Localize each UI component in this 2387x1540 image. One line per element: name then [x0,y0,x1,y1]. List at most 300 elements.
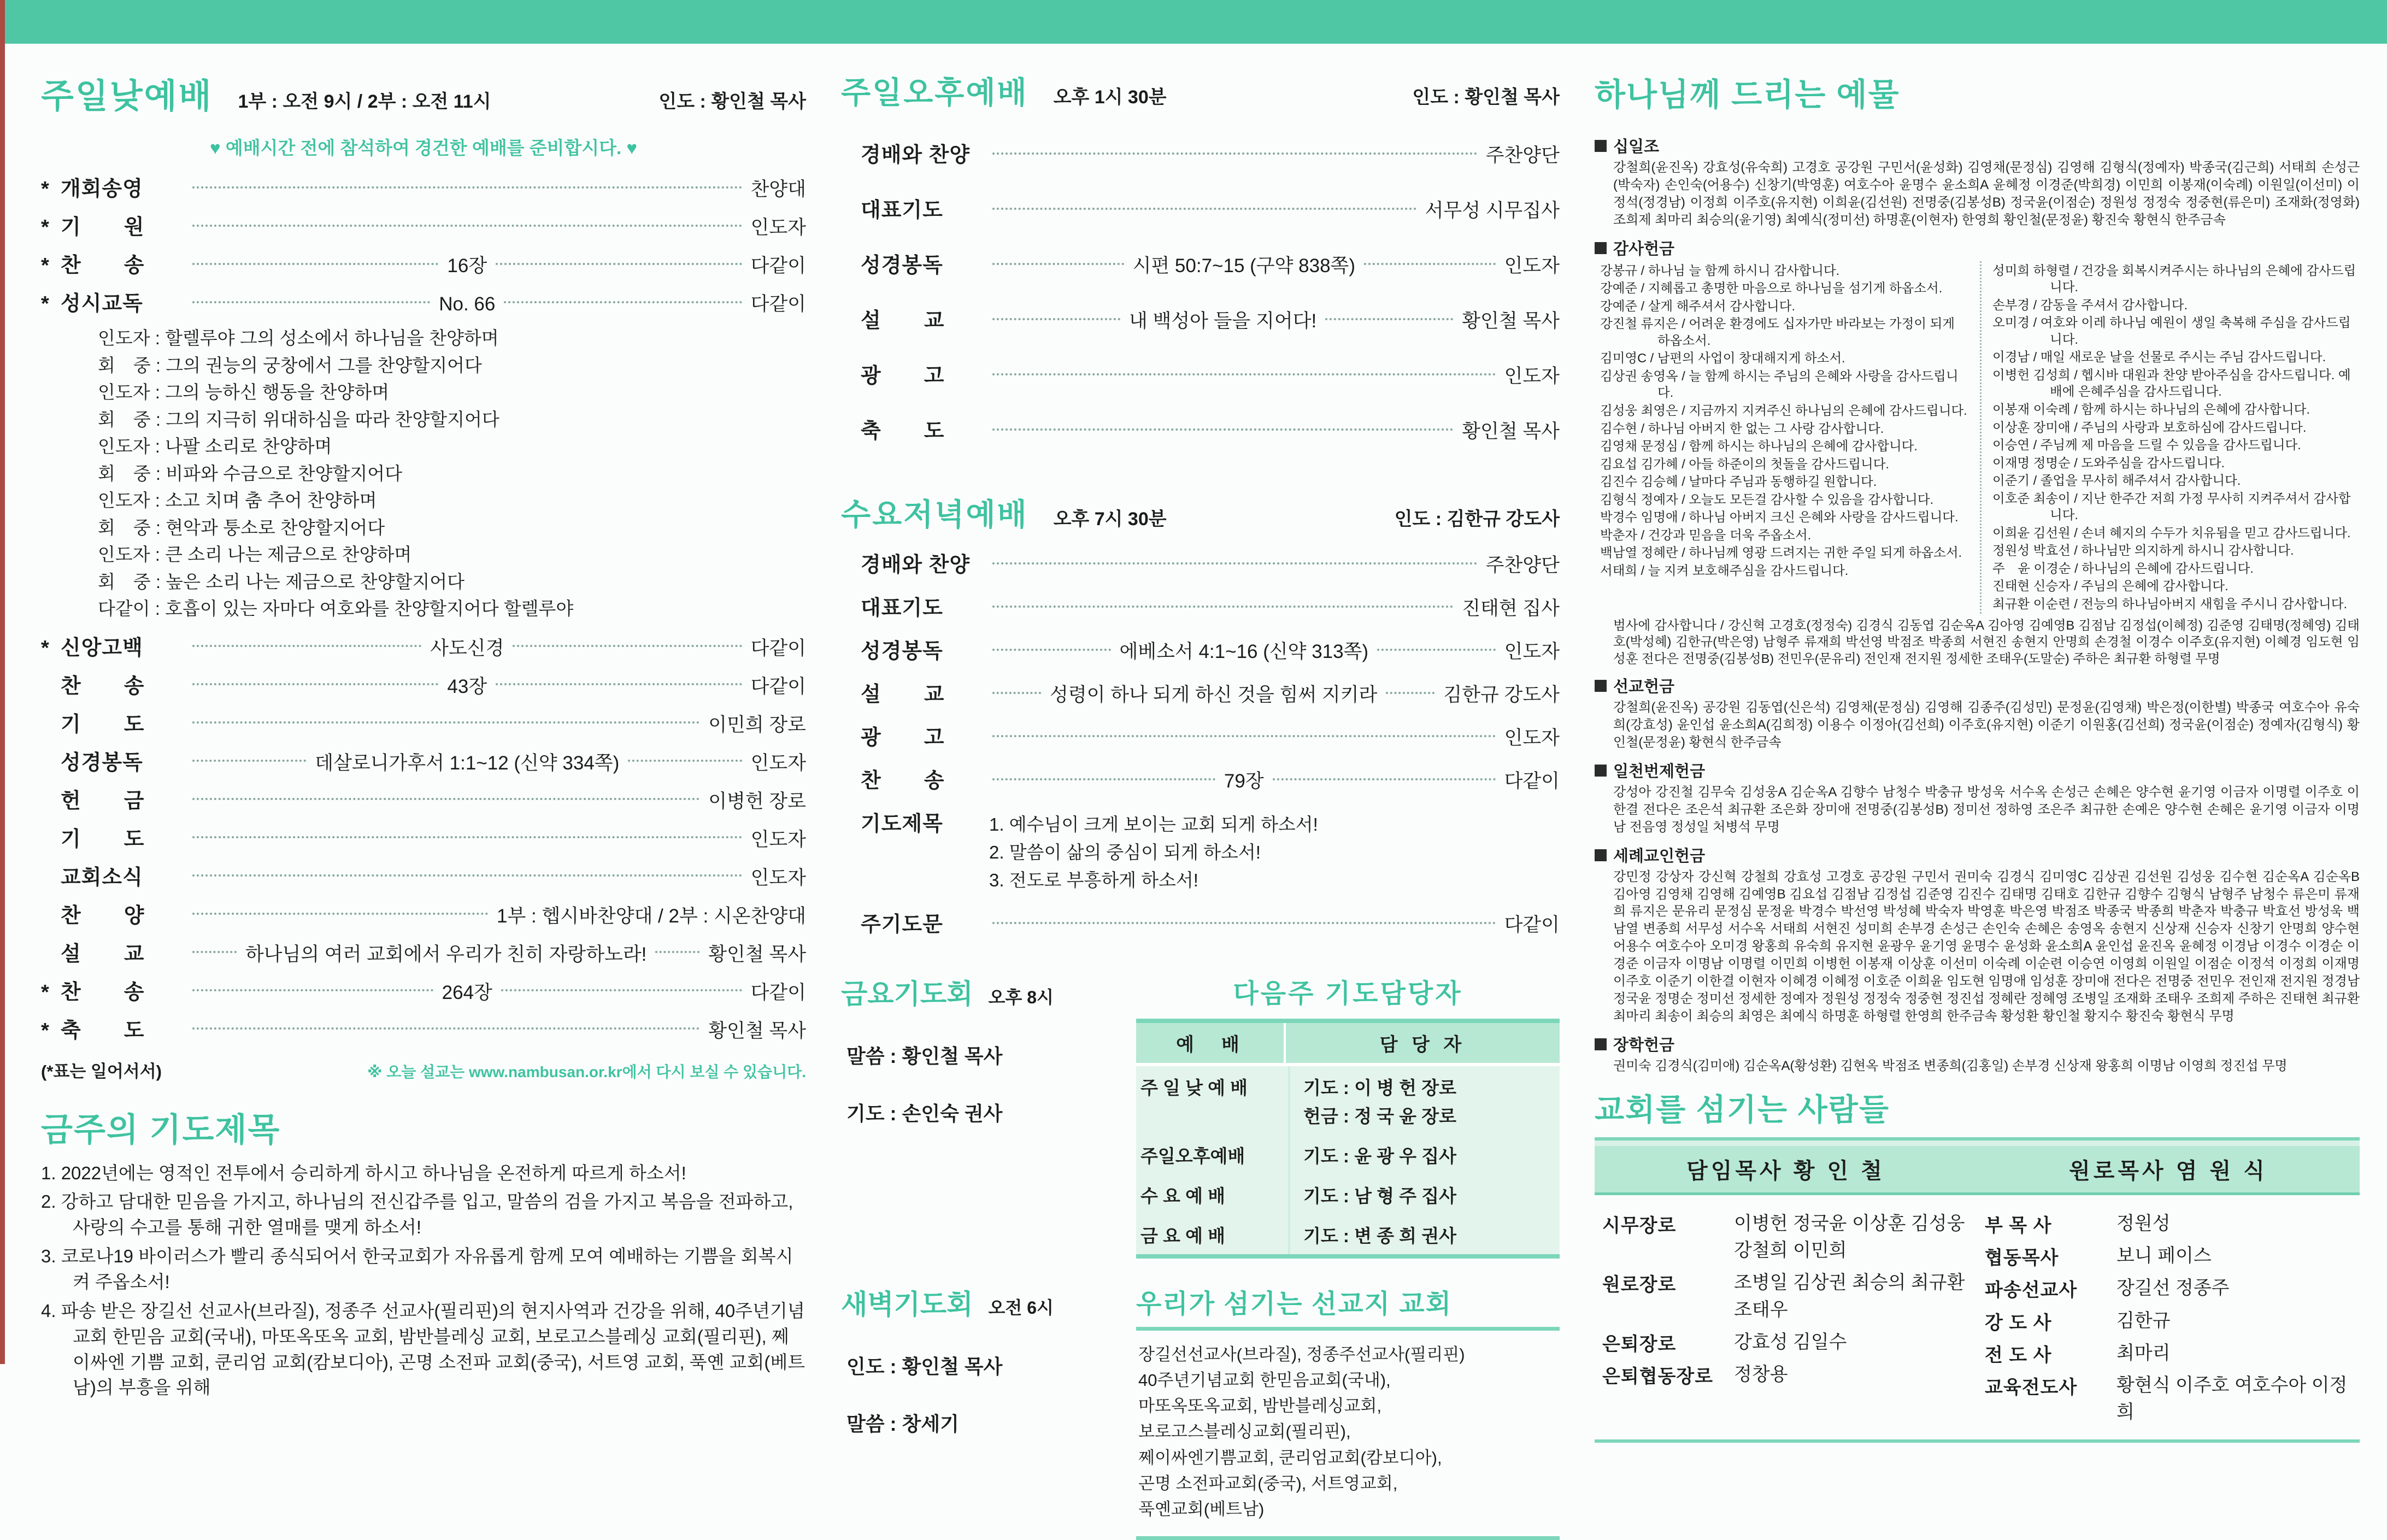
thanksgiving-entry: 박경수 임명애 / 하나님 아버지 크신 은혜와 사랑을 감사드립니다. [1600,510,1959,525]
mission-churches-list [1136,1327,1560,1540]
servants-right-column [1977,1205,2360,1432]
service-item-label: 찬 송 [61,674,145,698]
service-row [841,634,1560,664]
mission-offering-heading [1595,674,2360,697]
service-item-value: 에베소서 4:1~16 (신약 313쪽) [1119,641,1369,662]
service-item-label: 성경봉독 [861,640,943,663]
thanksgiving-entry: 성미희 하형렬 / 건강을 회복시켜주시는 하나님의 은혜에 감사드립니다. [1992,263,2356,295]
next-week-person: 헌금 : 정 국 윤 장로 [1303,1106,1456,1126]
pastor-emeritus: 원로목사 염 원 식 [2069,1159,2268,1183]
thanks-label: 감사헌금 [1613,240,1675,258]
servant-role: 교육전도사 [1985,1377,2078,1398]
thanksgiving-entry: 이상훈 장미애 / 주님의 사랑과 보호하심에 감사드립니다. [1992,420,2307,434]
service-row [841,907,1560,937]
service-item-label: 찬 송 [61,980,145,1004]
thanksgiving-entry: 주 윤 이경순 / 하나님의 은혜에 감사드립니다. [1992,561,2254,575]
baptized-label: 세례교인헌금 [1613,847,1706,865]
service-item-label: 성경봉독 [61,751,143,774]
church-servants [1595,1075,2360,1443]
service-row [41,631,806,661]
service-item-value: No. 66 [439,293,496,315]
wednesday-header [841,491,1560,534]
friday-row: 말씀 : 황인철 목사 [846,1045,1003,1068]
thanksgiving-entry: 이경남 / 매일 새로운 날을 선물로 주시는 주님 감사드립니다. [1992,350,2326,365]
sunday-afternoon-service [841,69,1560,469]
dotted-leader [192,262,438,265]
weekly-prayer-topics [41,1082,806,1404]
servant-role: 시무장로 [1602,1215,1677,1236]
dotted-leader [192,912,488,915]
footnote-standing: (*표는 일어서서) [41,1061,162,1081]
prayer-topics-title: 금주의 기도제목 [41,1111,281,1148]
thanksgiving-entry: 최규환 이순련 / 전능의 하나님아버지 새힘을 주시니 감사합니다. [1992,597,2347,612]
wednesday-topics-row [841,807,1560,894]
service-item-label: 광 고 [861,365,945,387]
sunday-afternoon-leader: 인도 : 황인철 목사 [1412,87,1560,108]
baptized-names: 강민정 강상자 강신혁 강철희 강효성 고경호 공강원 구민서 권미숙 김경식 김미영C 김상권 김선원 김성웅 김수현 김순옥A 김순옥B 김아영 김영채 김영해 김예영B 김요섭 김점남 김정섭 김준영 김진수 김태명 김태호 김한규 김향수 김형식 남형주 남청수 류은미 류재희 류지은 문유리 문정심 문정윤 박경수 박선영 박성혜 박숙자 박영훈 박은영 박점조 박종국 박종희 박춘자 박충규 박효선 방성욱 백남열 변종희 서무성 서수옥 서태희 서현진 성미희 손부경 손성근 손인숙 손혜은 송영옥 송현지 신상재 신승자 신창기 안명희 양수현 어용수 여호수아 오미경 왕홍희 유숙희 유지현 윤광우 윤기영 윤명수 윤성화 윤소희A 윤인섭 윤진옥 윤혜정 이경남 이경수 이경순 이경준 이금자 이명남 이명렬 이민희 이병헌 이봉재 이상훈 이선미 이숙례 이순련 이승연 이영희 이원일 이점순 이정석 이정희 이재명 이주호 이준기 이한결 이현자 이혜경 이혜정 이호준 이희윤 임도현 임명애 임성훈 장미애 전다은 전명중 전민우 전인재 전지원 정경남 정국윤 정명순 정미선 정세한 정예자 정원성 정정숙 정중현 정진섭 정혜란 정혜영 조병일 조재화 조태우 조희제 주하은 진태현 최규환 최마리 최송이 최승의 최영은 최예식 하명훈 하형렬 한영희 한주금속 황성환 황인철 황지수 황진숙 황현식 무명 [1613,869,2360,1024]
thanksgiving-entry: 강예준 / 지혜롭고 총명한 마음으로 하나님을 섬기게 하옵소서. [1600,281,1943,296]
thanksgiving-entry: 오미경 / 여호와 이레 하나님 예원이 생일 축복해 주심을 감사드립니다. [1992,315,2351,346]
next-week-service: 주일오후예배 [1136,1135,1290,1174]
square-bullet-icon [1595,849,1607,861]
service-item-person: 황인철 목사 [1462,421,1560,442]
dotted-leader [192,797,699,800]
reading-line: 회 중 : 높은 소리 나는 제금으로 찬양할지어다 [98,571,465,592]
col-header-service: 예 배 [1136,1023,1286,1063]
servant-name-line: 조태우 [1734,1299,1788,1320]
dotted-leader [992,734,1496,737]
service-item-value: 16장 [447,255,487,277]
dawn-row: 말씀 : 창세기 [846,1413,959,1436]
wednesday-lords-prayer-row [841,907,1560,937]
sunday-afternoon-title: 주일오후예배 [841,75,1028,110]
reading-line: 회 중 : 현악과 퉁소로 찬양할지어다 [98,517,385,538]
dotted-leader [992,921,1496,924]
thanksgiving-entry: 김상권 송영옥 / 늘 함께 하시는 주님의 은혜와 사랑을 감사드립니다. [1600,368,1959,400]
sunday-day-leader: 인도 : 황인철 목사 [659,91,806,112]
dawn-rows [841,1351,1103,1437]
reading-line: 다같이 : 호흡이 있는 자마다 여호와를 찬양할지어다 할렐루야 [98,598,574,619]
dotted-leader [992,604,1453,608]
service-item-person: 다같이 [1504,771,1560,792]
service-item-person: 인도자 [1504,727,1560,749]
dotted-leader [192,300,430,303]
sunday-afternoon-time: 오후 1시 30분 [1053,87,1167,108]
servant-names [1734,1361,1788,1388]
dotted-leader [192,950,237,953]
servant-name-line: 강철희 이민희 [1734,1240,1847,1261]
next-week-person: 기도 : 남 형 주 집사 [1303,1185,1456,1206]
servant-row [1595,1361,1977,1388]
servant-name-line: 조병일 김상권 최승의 최규환 [1734,1272,1965,1294]
baptized-heading [1595,844,2360,866]
star-marker: * [41,178,49,201]
next-week-row [1136,1066,1560,1134]
service-item-label: 기 도 [61,827,145,851]
mission-offering-names: 강철희(윤진옥) 공강원 김동엽(신은석) 김영채(문정심) 김영해 김종주(김성민) 문정윤(김영채) 박은정(이한별) 박종국 여호수아 유숙희(강효성) 윤인섭 윤소희A(김희정) 이용수 이정아(김선희) 이주호(유지현) 이준기 이원홍(김선희) 정국윤(이점순) 정예자(김형식) 황인철(문정윤) 황현식 한주금속 [1613,700,2360,750]
thanks-heading [1595,237,2360,259]
service-row [841,548,1560,578]
servant-role: 전 도 사 [1985,1344,2052,1366]
thanks-left-column [1600,261,1980,614]
service-item-value: 성령이 하나 되게 하신 것을 힘써 지키라 [1050,684,1378,706]
thousand-names: 강성아 강진철 김무숙 김성웅A 김순옥A 김향수 남청수 박충규 방성욱 서수옥 손성근 손혜은 양수현 윤기영 이금자 이명렬 이주호 이한결 전다은 조은석 최규환 조은화 장미애 전명중(김봉성B) 정미선 정하영 조은주 최규한 손예은 양수현 손혜은 윤기영 이금자 이명남 전음영 정성일 처병석 무명 [1613,784,2360,834]
prayer-topic: 4. 파송 받은 장길선 선교사(브라질), 정종주 선교사(필리핀)의 현지사역과 건강을 위해, 40주년기념교회 한믿음 교회(국내), 마또옥또옥 교회, 밤반블레싱 교회, 보로고스블레싱 교회(필리핀), 쩨이싸엔 기쁨 교회, 쿤리엄 교회(캄보디아), 곤명 소전파 교회(중국), 서트영 교회, 푹옌 교회(베트남)의 부흥을 위해 [41,1300,806,1398]
service-item-person: 인도자 [1504,641,1560,662]
service-item-label: 설 교 [861,309,945,332]
service-item-label: 개회송영 [61,178,143,201]
wednesday-topic: 3. 전도로 부흥하게 하소서! [989,870,1198,891]
service-row [41,898,806,928]
thanksgiving-entry: 이재명 정명순 / 도와주심을 감사드립니다. [1992,455,2225,470]
thanksgiving-entry: 이호준 최송이 / 지난 한주간 저희 가정 무사히 지켜주셔서 감사합니다. [1992,491,2351,522]
dotted-leader [501,988,742,991]
thanksgiving-entry: 이봉재 이숙례 / 함께 하시는 하나님의 은혜에 감사합니다. [1992,402,2310,416]
service-item-person: 다같이 [1504,914,1560,936]
left-column [41,69,807,1398]
servant-role: 은퇴협동장로 [1602,1366,1714,1388]
servant-name-line: 강효성 김일수 [1734,1331,1847,1353]
dotted-leader [496,682,742,685]
service-row [841,358,1560,389]
service-item-person: 인도자 [750,217,806,238]
service-item-label: 기 도 [61,713,145,736]
footnote-sermon-replay: ※ 오늘 설교는 www.nambusan.or.kr에서 다시 보실 수 있습니다. [367,1063,806,1080]
mission-offering-label: 선교헌금 [1613,678,1675,696]
service-item-label: 헌 금 [61,789,145,813]
service-row [841,303,1560,333]
service-item-person: 진태현 집사 [1462,598,1560,619]
tithe-heading [1595,134,2360,157]
servant-names [1734,1210,1965,1265]
offering-thanksgiving [1595,229,2360,667]
service-item-label: 신앙고백 [61,636,143,660]
prayer-topic: 1. 2022년에는 영적인 전투에서 승리하게 하시고 하나님을 온전하게 따르게 하소서! [41,1162,686,1183]
dawn-header [841,1283,1103,1322]
servants-left-column [1595,1205,1977,1432]
servant-row [1595,1210,1977,1265]
dotted-leader [1386,691,1434,694]
thanksgiving-entry: 김성웅 최영은 / 지금까지 지켜주신 하나님의 은혜에 감사드립니다. [1600,403,1967,418]
reading-line: 인도자 : 큰 소리 나는 제금으로 찬양하며 [98,544,412,565]
servant-role: 파송선교사 [1985,1280,2078,1301]
service-row [841,720,1560,750]
servant-name-line: 장길선 정종주 [2116,1278,2230,1299]
sunday-day-header [41,69,806,117]
dotted-leader [992,317,1120,320]
service-item-person: 서무성 시무집사 [1425,200,1560,221]
service-item-label: 경배와 찬양 [861,554,971,577]
servant-row [1977,1340,2360,1367]
service-item-person: 황인철 목사 [708,1020,806,1042]
mission-church-line: 장길선선교사(브라질), 정종주선교사(필리핀) [1138,1345,1465,1365]
next-week-table [1136,1019,1560,1259]
sunday-day-rows-b [41,631,806,1043]
service-row [41,286,806,316]
servant-names [2116,1275,2230,1302]
square-bullet-icon [1595,680,1607,692]
star-marker: * [41,254,49,277]
servant-row [1977,1210,2360,1237]
service-item-value: 사도신경 [430,637,504,659]
dotted-leader [192,644,421,647]
church-servants-title: 교회를 섬기는 사람들 [1595,1092,1890,1127]
servant-name-line: 황현식 이주호 여호수아 이정희 [2116,1375,2348,1423]
next-week-service: 주 일 낮 예 배 [1136,1066,1290,1134]
dotted-leader [992,372,1496,375]
service-row [41,784,806,814]
dotted-leader [192,720,699,724]
dotted-leader [504,300,742,303]
mission-churches-title: 우리가 섬기는 선교지 교회 [1136,1290,1453,1319]
service-item-person: 이병헌 장로 [708,790,806,812]
service-item-person: 주찬양단 [1485,145,1560,166]
friday-time: 오후 8시 [988,988,1054,1008]
mission-church-line: 푹옌교회(베트남) [1138,1499,1265,1519]
dawn-prayer-meeting [841,1283,1103,1540]
dotted-leader [628,759,742,762]
service-item-person: 찬양대 [750,179,806,200]
service-row [841,763,1560,793]
thanksgiving-entry: 서태희 / 늘 지켜 보호해주심을 감사드립니다. [1600,563,1849,578]
service-item-value: 시편 50:7~15 (구약 838쪽) [1132,255,1355,277]
service-item-person: 주찬양단 [1485,555,1560,576]
next-week-title: 다음주 기도담당자 [1233,979,1463,1009]
service-item-label: 축 도 [861,420,945,443]
dotted-leader [1377,648,1496,651]
service-item-label: 축 도 [61,1019,145,1042]
service-row [841,193,1560,223]
dotted-leader [192,835,742,838]
thanksgiving-entry: 김형식 정예자 / 오늘도 모든걸 감사할 수 있음을 감사합니다. [1600,492,1934,507]
mission-church-line: 곤명 소전파교회(중국), 서트영교회, [1138,1473,1398,1493]
service-row [41,860,806,890]
next-week-person: 기도 : 윤 광 우 집사 [1303,1145,1456,1166]
dotted-leader [192,185,742,189]
wednesday-title: 수요저녁예배 [841,497,1028,532]
thanksgiving-entry: 김수현 / 하나님 아버지 한 없는 그 사랑 감사합니다. [1600,421,1884,436]
mission-church-line: 쩨이싸엔기쁨교회, 쿤리엄교회(캄보디아), [1138,1448,1442,1467]
service-item-label: 성경봉독 [861,254,943,277]
offering-scholarship [1595,1025,2360,1075]
service-item-value: 79장 [1224,771,1264,792]
service-item-label: 교회소식 [61,866,143,889]
service-row [41,669,806,699]
service-item-person: 김한규 강도사 [1443,684,1560,706]
service-item-value: 데살로니가후서 1:1~12 (신약 334쪽) [315,752,620,774]
service-item-person: 1부 : 헵시바찬양대 / 2부 : 시온찬양대 [497,905,806,927]
wednesday-leader: 인도 : 김한규 강도사 [1394,509,1560,530]
star-marker: * [41,1019,49,1042]
dotted-leader [992,648,1111,651]
servant-names [2116,1340,2171,1367]
dawn-title: 새벽기도회 [841,1289,973,1320]
servant-row [1977,1308,2360,1335]
wednesday-topic: 2. 말씀이 삶의 중심이 되게 하소서! [989,842,1261,863]
mission-church-line: 마또옥또옥교회, 밤반블레싱교회, [1138,1396,1382,1416]
service-item-person: 다같이 [750,675,806,697]
servant-role: 원로장로 [1602,1274,1677,1296]
service-item-person: 다같이 [750,293,806,315]
dawn-time: 오전 6시 [988,1298,1054,1318]
service-row [841,414,1560,444]
servant-names [2116,1210,2171,1237]
friday-header [841,972,1103,1012]
church-servants-header [1595,1141,2360,1195]
service-item-person: 인도자 [750,828,806,850]
service-item-value: 하나님의 여러 교회에서 우리가 친히 자랑하노라! [245,943,647,965]
dotted-leader [192,224,742,227]
service-item-label: 광 고 [861,726,945,749]
wednesday-evening-service [841,491,1560,950]
servant-row [1595,1329,1977,1356]
wednesday-topics-label: 기도제목 [861,813,943,836]
dotted-leader [992,427,1453,431]
scan-edge-artifact [0,0,5,1364]
thanksgiving-entry: 김영채 문정심 / 함께 하시는 하나님의 은혜에 감사합니다. [1600,439,1918,454]
offerings-title: 하나님께 드리는 예물 [1595,77,1900,113]
next-week-prayer-leaders [1136,972,1560,1259]
col-header-person: 담 당 자 [1379,1034,1466,1056]
middle-column [841,69,1560,1519]
thanksgiving-entry: 김미영C / 남편의 사업이 창대해지게 하소서. [1600,351,1845,366]
friday-rows [841,1041,1103,1126]
mission-church-line: 보로고스블레싱교회(필리핀), [1138,1422,1351,1442]
thanksgiving-entry: 강봉규 / 하나님 늘 함께 하시니 감사합니다. [1600,263,1840,278]
dotted-leader [192,873,742,877]
thanksgiving-entry: 정원성 박효선 / 하나님만 의지하게 하시니 감사합니다. [1992,543,2294,558]
worship-notice: ♥ 예배시간 전에 참석하여 경건한 예배를 준비합시다. ♥ [210,138,637,158]
servant-row [1977,1275,2360,1302]
tithe-names: 강철희(윤진옥) 강효성(유숙희) 고경호 공강원 구민서(윤성화) 김영채(문정심) 김영해 김형식(정예자) 박종국(김근희) 서태희 손성근(박숙자) 손인숙(어용수) 신창기(박영훈) 여호수아 윤명수 윤소희A 윤혜정 이경준(박희경) 이민희 이봉재(이숙례) 이원일(이선미) 이정석(정경남) 이정희 이주호(유지현) 이희윤(김선원) 전명중(김봉성B) 정국윤(이점순) 정원성 정정숙 정중현(류은미) 조재화(정영화) 조희제 최마리 최승의(윤기영) 최예식(정미선) 하명훈(이현자) 한영희 황인철(문정윤) 황진숙 황현식 한주금속 [1613,160,2360,227]
service-row [841,138,1560,168]
senior-pastor: 담임목사 황 인 철 [1686,1159,1885,1183]
star-marker: * [41,636,49,660]
next-week-person: 기도 : 변 종 희 권사 [1303,1225,1456,1246]
bulletin-page [5,44,2387,1519]
offering-thousand [1595,751,2360,836]
servant-row [1977,1243,2360,1269]
reading-line: 회 중 : 비파와 수금으로 찬양할지어다 [98,463,403,484]
offering-baptized [1595,836,2360,1025]
wednesday-rows [841,548,1560,793]
service-row [41,172,806,202]
wednesday-time: 오후 7시 30분 [1053,509,1167,530]
dotted-leader [192,1026,699,1030]
square-bullet-icon [1595,765,1607,777]
servant-name-line: 보니 페이스 [2116,1245,2212,1266]
service-item-label: 찬 송 [61,254,145,277]
sunday-afternoon-header [841,69,1560,113]
servant-role: 은퇴장로 [1602,1333,1677,1355]
service-item-label: 주기도문 [861,913,943,937]
dotted-leader [992,262,1124,265]
tithe-label: 십일조 [1613,138,1660,156]
next-week-row [1136,1135,1560,1174]
servant-role: 강 도 사 [1985,1312,2052,1333]
thanksgiving-entry: 이준기 / 졸업을 무사히 해주셔서 감사합니다. [1992,473,2241,488]
thanksgiving-entry: 진태현 신승자 / 주님의 은혜에 감사합니다. [1992,579,2229,593]
service-row [841,677,1560,707]
service-item-person: 인도자 [1504,366,1560,387]
next-week-people [1290,1135,1560,1174]
square-bullet-icon [1595,242,1607,254]
mission-church-line: 40주년기념교회 한믿음교회(국내), [1138,1371,1391,1390]
servant-name-line: 정창용 [1734,1364,1788,1385]
next-week-service: 금 요 예 배 [1136,1214,1290,1254]
service-item-person: 황인철 목사 [1462,310,1560,332]
top-green-band [5,0,2387,44]
star-marker: * [41,216,49,239]
thanksgiving-entry: 김요섭 김가혜 / 아들 하준이의 첫돌을 감사드립니다. [1600,456,1889,471]
sunday-day-rows-a [41,172,806,316]
service-item-label: 대표기도 [861,597,943,620]
dotted-leader [992,151,1477,155]
servant-name-line: 정원성 [2116,1213,2171,1234]
thousand-heading [1595,759,2360,781]
thanksgiving-entry: 이승연 / 주님께 제 마음을 드릴 수 있음을 감사드립니다. [1992,438,2301,452]
square-bullet-icon [1595,1038,1607,1050]
dotted-leader [992,777,1215,780]
next-week-people [1290,1214,1560,1254]
servant-row [1977,1372,2360,1426]
next-week-people [1290,1066,1560,1134]
service-item-label: 설 교 [861,683,945,706]
servant-names [1734,1269,1965,1324]
service-item-label: 경배와 찬양 [861,144,971,167]
servant-names [2116,1372,2360,1426]
reading-line: 인도자 : 그의 능하신 행동을 찬양하며 [98,382,390,402]
prayer-topics-list [41,1161,806,1401]
responsive-reading [98,325,806,622]
star-marker: * [41,292,49,315]
mission-churches [1136,1283,1560,1540]
dotted-leader [992,561,1477,565]
service-item-label: 찬 양 [61,904,145,927]
next-week-row [1136,1174,1560,1214]
servant-row [1595,1269,1977,1324]
dotted-leader [192,988,433,991]
offering-mission [1595,667,2360,751]
next-week-table-body [1136,1066,1560,1254]
service-row [41,1013,806,1043]
service-row [841,591,1560,621]
service-row [41,707,806,737]
servant-names [2116,1308,2171,1335]
servant-name-line: 이병헌 정국윤 이상훈 김성웅 [1734,1213,1965,1234]
reading-line: 인도자 : 나팔 소리로 찬양하며 [98,436,332,456]
servant-name-line: 김한규 [2116,1310,2171,1331]
dotted-leader [496,262,742,265]
scholarship-names: 권미숙 김경식(김미애) 김순옥A(황성환) 김현옥 박점조 변종희(김홍일) 손부경 신상재 왕홍희 이명남 이영희 정진섭 무명 [1613,1058,2288,1073]
service-item-person: 인도자 [1504,255,1560,277]
service-row [41,745,806,775]
sunday-day-time: 1부 : 오전 9시 / 2부 : 오전 11시 [238,91,491,112]
right-column [1595,69,2360,1423]
offering-tithe [1595,127,2360,229]
next-week-person: 기도 : 이 병 헌 장로 [1303,1078,1456,1098]
dotted-leader [992,207,1416,210]
friday-title: 금요기도회 [841,979,973,1010]
thanksgiving-entry: 손부경 / 감동을 주셔서 감사합니다. [1992,297,2188,312]
reading-line: 인도자 : 할렐루야 그의 성소에서 하나님을 찬양하며 [98,328,499,348]
service-row [41,937,806,967]
friday-prayer-meeting [841,972,1103,1259]
next-week-table-header [1136,1023,1560,1066]
next-week-people [1290,1174,1560,1214]
service-item-label: 대표기도 [861,199,943,222]
service-item-label: 설 교 [61,942,145,966]
